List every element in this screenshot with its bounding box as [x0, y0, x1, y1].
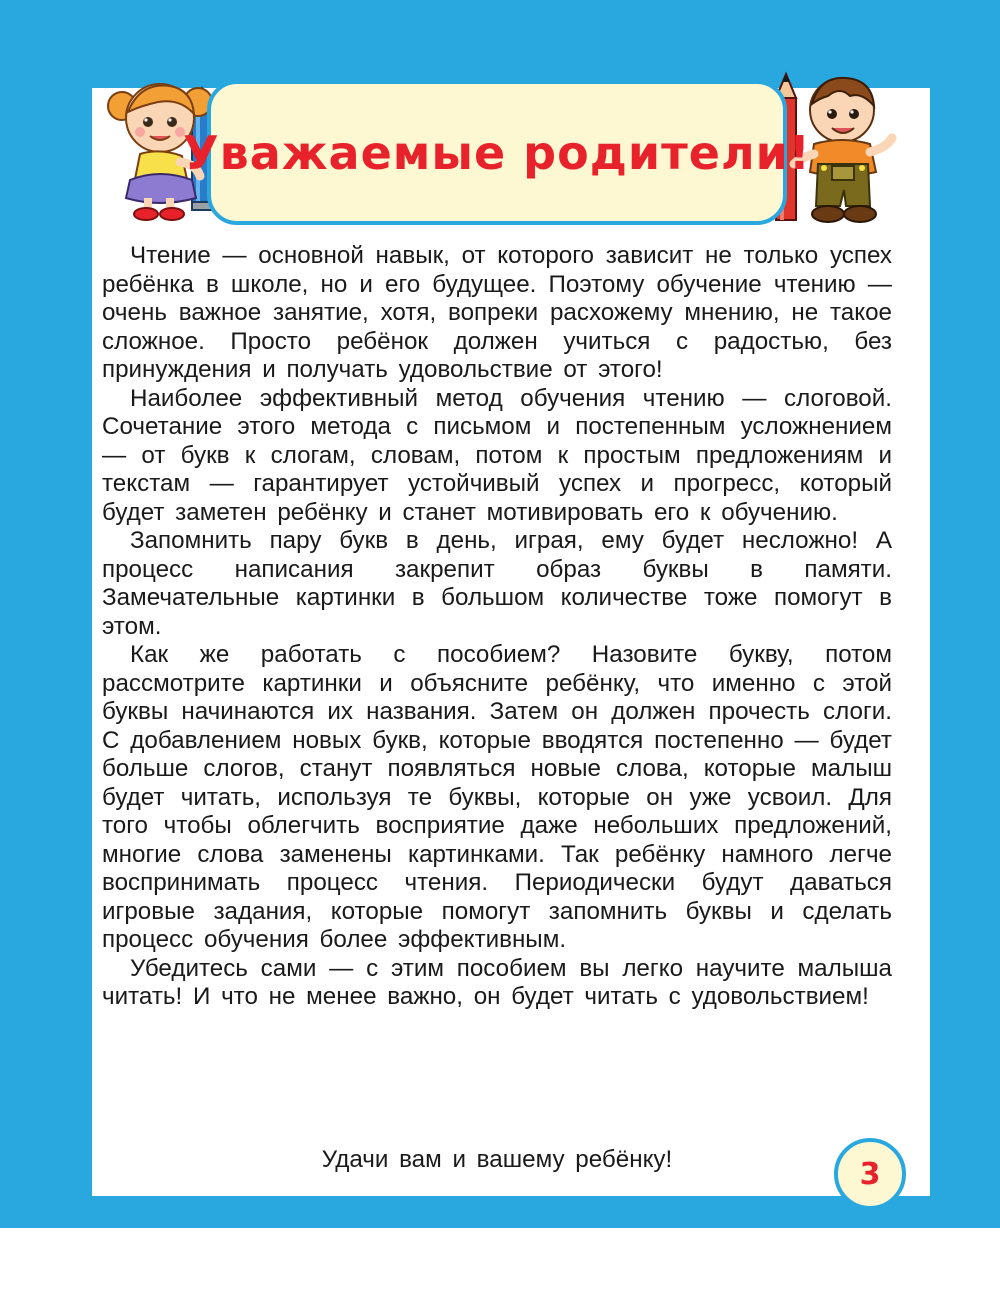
paragraph: Наиболее эффективный метод обучения чтению — слоговой. Сочетание этого метода с письмом и постепенным усложнением — от букв к слогам, словам, потом к простым предложениям и текстам — гарантирует устойчивый успех и прогресс, который будет заметен ребёнку и станет мотивировать его к обучению.	[102, 384, 892, 526]
title-banner	[183, 80, 811, 225]
blue-frame-right	[930, 0, 1000, 1228]
paragraph: Запомнить пару букв в день, играя, ему будет несложно! А процесс написания закрепит образ буквы в памяти. Замечательные картинки в большом количестве тоже помогут в этом.	[102, 527, 892, 640]
page-title: Уважаемые родители!	[183, 125, 811, 180]
body-text	[102, 242, 892, 1012]
closing-line: Удачи вам и вашему ребёнку!	[321, 1146, 673, 1173]
page-number: 3	[859, 1156, 881, 1192]
paragraph: Убедитесь сами — с этим пособием вы легко научите малыша читать! И что не менее важно, он будет читать с удовольствием!	[102, 954, 892, 1010]
paragraph: Как же работать с пособием? Назовите букву, потом рассмотрите картинки и объясните ребёнку, что именно с этой буквы начинаются их названия. Затем он должен прочесть слоги. С добавлением новых букв, которые вводятся постепенно — будет больше слогов, станут появляться новые слова, которые малыш будет читать, используя те буквы, которые он уже усвоил. Для того чтобы облегчить восприятие даже небольших предложений, многие слова заменены картинками. Так ребёнку намного легче воспринимать процесс чтения. Периодически будут даваться игровые задания, которые помогут запомнить буквы и сделать процесс обучения более эффективным.	[102, 641, 892, 953]
blue-frame-left	[0, 0, 92, 1228]
page-number-badge	[834, 1138, 906, 1210]
paragraph: Чтение — основной навык, от которого зависит не только успех ребёнка в школе, но и его будущее. Поэтому обучение чтению — очень важное занятие, хотя, вопреки расхожему мнению, не такое сложное. Просто ребёнок должен учиться с радостью, без принуждения и получать удовольствие от этого!	[102, 242, 892, 383]
